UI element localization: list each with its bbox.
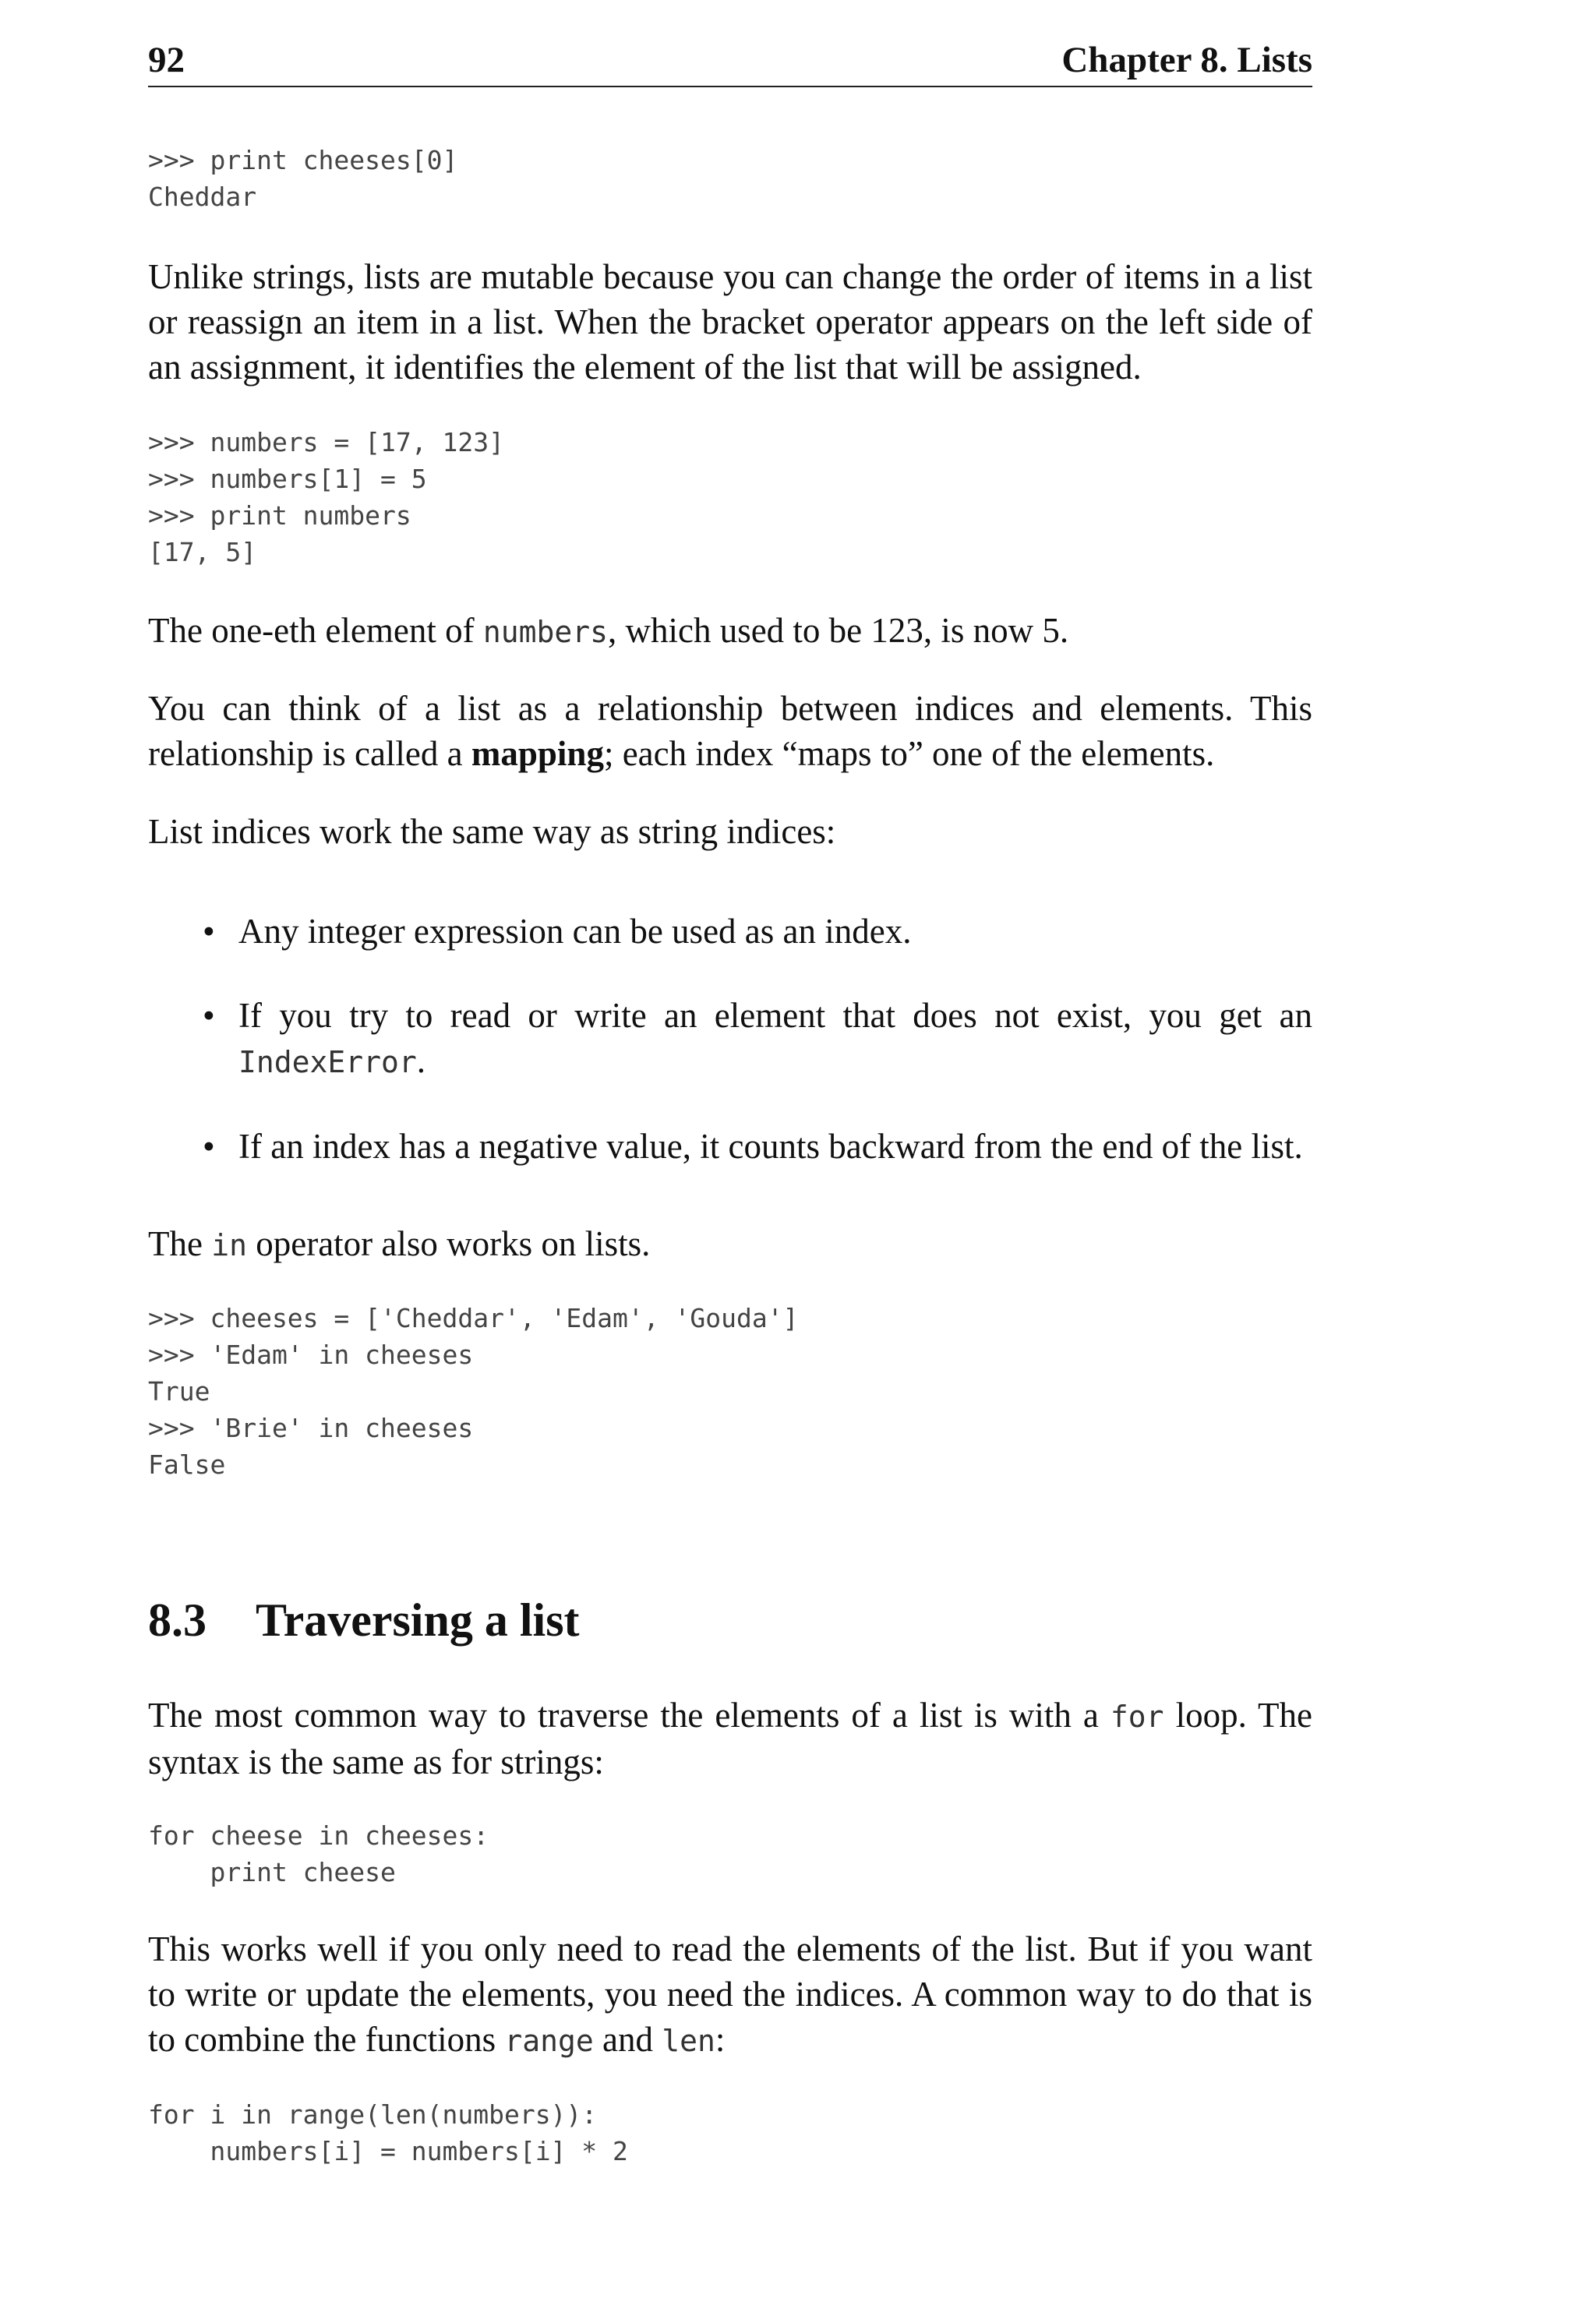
code-block-numbers-assign	[148, 424, 504, 570]
bold-term: mapping	[471, 734, 604, 773]
text: , which used to be 123, is now 5.	[607, 611, 1069, 650]
code-line: False	[148, 1449, 226, 1480]
text: loop. The syntax is the same as for strings:	[148, 1696, 1312, 1781]
text: The one-eth element of	[148, 611, 483, 650]
text: You can think of a list as a relationship between indices and elements. This relationship is called a	[148, 689, 1312, 773]
section-title: Traversing a list	[256, 1594, 580, 1646]
bullet-icon: •	[203, 912, 215, 951]
code-line: >>> 'Edam' in cheeses	[148, 1340, 474, 1370]
inline-code: IndexError	[238, 1045, 417, 1079]
code-line: numbers[i] = numbers[i] * 2	[148, 2136, 628, 2166]
code-line: >>> 'Brie' in cheeses	[148, 1413, 474, 1443]
code-block-for-cheese	[148, 1817, 489, 1891]
paragraph-one-eth-element	[148, 608, 1312, 655]
code-line: [17, 5]	[148, 537, 257, 567]
paragraph-mutable-lists: Unlike strings, lists are mutable because you can change the order of items in a list or reassign an item in a list. When the bracket operator appears on the left side of an assignment, it identifies the element of the list that will be assigned.	[148, 257, 1312, 387]
code-line: for i in range(len(numbers)):	[148, 2099, 598, 2130]
list-item-text: If you try to read or write an element that does not exist, you get an	[238, 996, 1312, 1035]
code-line: >>> numbers[1] = 5	[148, 464, 427, 494]
inline-code: range	[504, 2024, 594, 2058]
inline-code: len	[662, 2024, 715, 2058]
code-line: >>> numbers = [17, 123]	[148, 427, 504, 457]
page-number: 92	[148, 40, 185, 80]
code-line: True	[148, 1376, 210, 1407]
list-item-text: .	[416, 1041, 426, 1080]
list-item-text: Any integer expression can be used as an index.	[238, 912, 912, 951]
paragraph-in-operator	[148, 1221, 1312, 1268]
paragraph-traverse	[148, 1693, 1312, 1785]
text: ; each index “maps to” one of the elements.	[603, 734, 1215, 773]
section-number: 8.3	[148, 1594, 207, 1646]
text: The most common way to traverse the elements of a list is with a	[148, 1696, 1110, 1735]
list-item	[203, 1124, 1312, 1169]
inline-code: in	[211, 1228, 247, 1262]
inline-code: for	[1110, 1700, 1164, 1734]
code-line: for cheese in cheeses:	[148, 1820, 489, 1851]
section-heading	[148, 1593, 580, 1647]
text: :	[715, 2020, 726, 2059]
text: The	[148, 1224, 212, 1263]
code-block-in-cheeses	[148, 1300, 798, 1483]
text: This works well if you only need to read the elements of the list. But if you want to write or update the elements, you need the indices. A common way to do that is to combine the functions	[148, 1929, 1312, 2059]
paragraph-list-indices: List indices work the same way as string indices:	[148, 812, 836, 851]
code-line: >>> print cheeses[0]	[148, 145, 458, 175]
text: operator also works on lists.	[246, 1224, 651, 1263]
code-line: >>> print numbers	[148, 500, 411, 531]
paragraph-mapping	[148, 686, 1312, 776]
code-block-range-loop	[148, 2096, 628, 2170]
paragraph-range-len	[148, 1926, 1312, 2064]
list-item-text: If an index has a negative value, it counts backward from the end of the list.	[238, 1127, 1303, 1166]
bullet-list	[203, 909, 1312, 1169]
code-line: print cheese	[148, 1857, 396, 1887]
bullet-icon: •	[203, 1127, 215, 1166]
code-line: >>> cheeses = ['Cheddar', 'Edam', 'Gouda']	[148, 1303, 799, 1333]
list-item	[203, 993, 1312, 1085]
page-header	[148, 39, 1312, 87]
chapter-title: Chapter 8. Lists	[1061, 40, 1312, 80]
inline-code: numbers	[482, 615, 608, 649]
code-block-print-cheeses	[148, 142, 457, 215]
text: and	[593, 2020, 662, 2059]
list-item	[203, 909, 1312, 954]
bullet-icon: •	[203, 996, 215, 1035]
code-line: Cheddar	[148, 182, 257, 212]
